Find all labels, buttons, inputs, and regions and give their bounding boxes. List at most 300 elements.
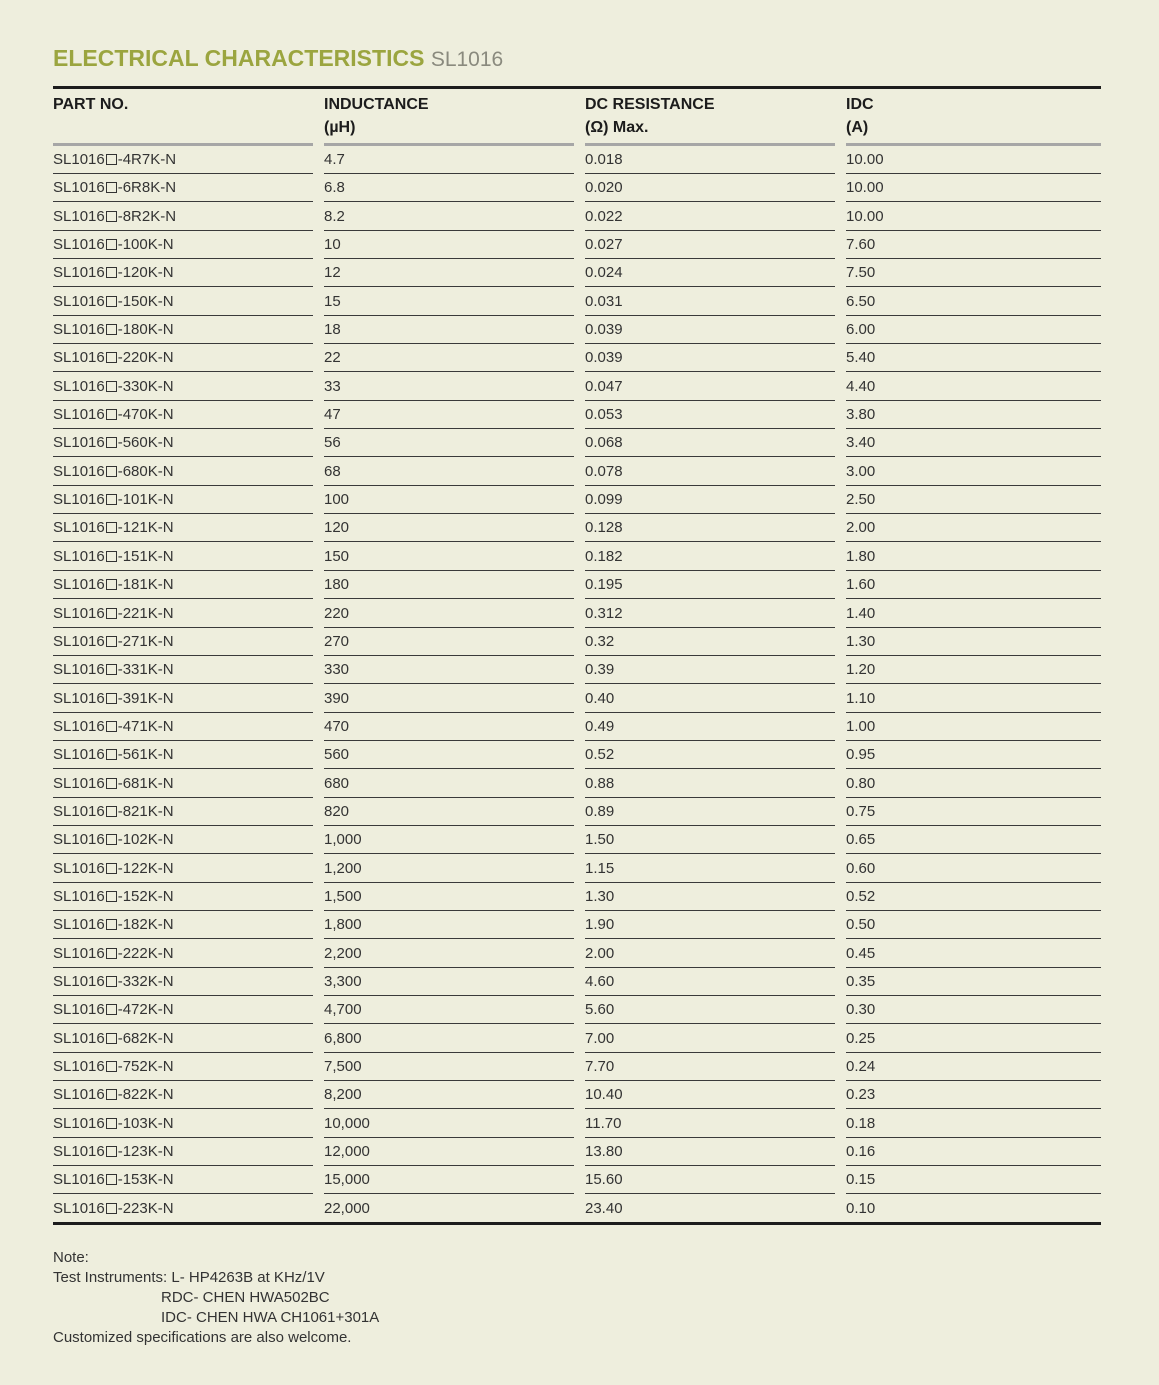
note-test-instruments: Test Instruments: L- HP4263B at KHz/1V [53, 1269, 325, 1286]
placeholder-box-icon [106, 664, 117, 675]
part-suffix: -182K-N [117, 916, 174, 934]
cell-part-no [53, 713, 313, 741]
placeholder-box-icon [106, 182, 117, 193]
cell-part-no [53, 855, 313, 883]
cell-inductance: 330 [324, 656, 574, 684]
cell-idc: 3.80 [846, 401, 1101, 429]
cell-dc-resistance: 1.50 [585, 826, 835, 854]
part-prefix: SL1016 [53, 151, 105, 168]
cell-part-no [53, 911, 313, 939]
part-suffix: -8R2K-N [117, 207, 177, 225]
cell-dc-resistance: 7.70 [585, 1053, 835, 1081]
table-row [53, 174, 1101, 202]
table-row [53, 826, 1101, 854]
table-row [53, 344, 1101, 372]
cell-idc: 10.00 [846, 203, 1101, 231]
cell-part-no [53, 883, 313, 911]
part-suffix: -560K-N [117, 434, 174, 452]
cell-idc: 1.40 [846, 600, 1101, 628]
title-main: ELECTRICAL CHARACTERISTICS [53, 45, 425, 71]
cell-inductance: 2,200 [324, 940, 574, 968]
cell-dc-resistance: 0.40 [585, 685, 835, 713]
cell-dc-resistance: 0.52 [585, 741, 835, 769]
placeholder-box-icon [106, 409, 117, 420]
part-suffix: -470K-N [117, 406, 174, 424]
cell-dc-resistance: 0.068 [585, 429, 835, 457]
cell-dc-resistance: 5.60 [585, 996, 835, 1024]
table-row [53, 458, 1101, 486]
table-row [53, 1053, 1101, 1081]
cell-inductance: 270 [324, 628, 574, 656]
table-row [53, 600, 1101, 628]
cell-idc: 1.20 [846, 656, 1101, 684]
cell-inductance: 10,000 [324, 1110, 574, 1138]
cell-part-no [53, 1195, 313, 1223]
placeholder-box-icon [106, 324, 117, 335]
cell-idc: 3.00 [846, 458, 1101, 486]
part-prefix: SL1016 [53, 604, 105, 622]
part-suffix: -271K-N [117, 632, 174, 650]
part-suffix: -153K-N [117, 1171, 174, 1189]
cell-inductance: 180 [324, 571, 574, 599]
note-custom: Customized specifications are also welcome. [53, 1329, 352, 1346]
table-row [53, 543, 1101, 571]
cell-inductance: 6,800 [324, 1025, 574, 1053]
placeholder-box-icon [106, 693, 117, 704]
cell-dc-resistance: 0.078 [585, 458, 835, 486]
placeholder-box-icon [106, 919, 117, 930]
cell-dc-resistance: 0.195 [585, 571, 835, 599]
cell-dc-resistance: 0.027 [585, 231, 835, 259]
part-prefix: SL1016 [53, 1029, 105, 1047]
part-suffix: -472K-N [117, 1001, 174, 1019]
table-row [53, 373, 1101, 401]
cell-part-no [53, 656, 313, 684]
table-row [53, 146, 1101, 174]
cell-part-no [53, 458, 313, 486]
part-suffix: -821K-N [117, 802, 174, 820]
cell-idc: 3.40 [846, 429, 1101, 457]
cell-idc: 0.80 [846, 770, 1101, 798]
cell-inductance: 4.7 [324, 146, 574, 174]
cell-part-no [53, 316, 313, 344]
cell-idc: 6.00 [846, 316, 1101, 344]
cell-inductance: 1,000 [324, 826, 574, 854]
cell-dc-resistance: 0.88 [585, 770, 835, 798]
cell-idc: 0.16 [846, 1138, 1101, 1166]
part-prefix: SL1016 [53, 292, 105, 310]
part-prefix: SL1016 [53, 944, 105, 962]
table-row [53, 713, 1101, 741]
placeholder-box-icon [106, 381, 117, 392]
cell-inductance: 47 [324, 401, 574, 429]
cell-dc-resistance: 0.020 [585, 174, 835, 202]
placeholder-box-icon [106, 437, 117, 448]
placeholder-box-icon [106, 948, 117, 959]
cell-idc: 0.45 [846, 940, 1101, 968]
cell-inductance: 33 [324, 373, 574, 401]
placeholder-box-icon [106, 352, 117, 363]
cell-inductance: 6.8 [324, 174, 574, 202]
cell-idc: 0.15 [846, 1166, 1101, 1194]
placeholder-box-icon [106, 1203, 117, 1214]
cell-dc-resistance: 1.15 [585, 855, 835, 883]
cell-part-no [53, 741, 313, 769]
part-prefix: SL1016 [53, 236, 105, 254]
cell-dc-resistance: 0.099 [585, 486, 835, 514]
part-prefix: SL1016 [53, 831, 105, 849]
part-prefix: SL1016 [53, 179, 105, 197]
part-prefix: SL1016 [53, 462, 105, 480]
part-prefix: SL1016 [53, 972, 105, 990]
part-prefix: SL1016 [53, 774, 105, 792]
cell-part-no [53, 1053, 313, 1081]
cell-part-no [53, 288, 313, 316]
section-title [53, 44, 503, 74]
part-suffix: -222K-N [117, 944, 174, 962]
title-model: SL1016 [430, 48, 504, 71]
cell-part-no [53, 940, 313, 968]
table-row [53, 1110, 1101, 1138]
cell-part-no [53, 996, 313, 1024]
cell-inductance: 18 [324, 316, 574, 344]
part-prefix: SL1016 [53, 377, 105, 395]
placeholder-box-icon [106, 891, 117, 902]
part-prefix: SL1016 [53, 916, 105, 934]
cell-idc: 4.40 [846, 373, 1101, 401]
cell-inductance: 220 [324, 600, 574, 628]
header-part-no: PART NO. [53, 96, 129, 113]
part-suffix: -150K-N [117, 292, 174, 310]
placeholder-box-icon [106, 154, 117, 165]
cell-inductance: 22 [324, 344, 574, 372]
cell-dc-resistance: 10.40 [585, 1081, 835, 1109]
part-suffix: -221K-N [117, 604, 174, 622]
cell-part-no [53, 1166, 313, 1194]
cell-part-no [53, 1110, 313, 1138]
placeholder-box-icon [106, 1033, 117, 1044]
part-prefix: SL1016 [53, 1199, 105, 1217]
cell-part-no [53, 259, 313, 287]
part-suffix: -120K-N [117, 264, 174, 282]
placeholder-box-icon [106, 608, 117, 619]
header-dc-resistance: DC RESISTANCE (Ω) Max. [585, 96, 715, 136]
part-suffix: -6R8K-N [117, 179, 177, 197]
table-row [53, 628, 1101, 656]
placeholder-box-icon [106, 976, 117, 987]
table-row [53, 1138, 1101, 1166]
placeholder-box-icon [106, 778, 117, 789]
cell-idc: 2.00 [846, 514, 1101, 542]
cell-inductance: 68 [324, 458, 574, 486]
cell-part-no [53, 571, 313, 599]
table-row [53, 429, 1101, 457]
placeholder-box-icon [106, 579, 117, 590]
table-row [53, 231, 1101, 259]
cell-idc: 10.00 [846, 174, 1101, 202]
placeholder-box-icon [106, 1004, 117, 1015]
cell-inductance: 470 [324, 713, 574, 741]
part-prefix: SL1016 [53, 349, 105, 367]
part-prefix: SL1016 [53, 859, 105, 877]
part-suffix: -471K-N [117, 717, 174, 735]
placeholder-box-icon [106, 239, 117, 250]
part-suffix: -330K-N [117, 377, 174, 395]
part-prefix: SL1016 [53, 1001, 105, 1019]
part-prefix: SL1016 [53, 717, 105, 735]
cell-part-no [53, 401, 313, 429]
cell-dc-resistance: 0.018 [585, 146, 835, 174]
placeholder-box-icon [106, 296, 117, 307]
table-row [53, 316, 1101, 344]
part-suffix: -681K-N [117, 774, 174, 792]
cell-dc-resistance: 0.312 [585, 600, 835, 628]
cell-dc-resistance: 1.90 [585, 911, 835, 939]
table-row [53, 401, 1101, 429]
placeholder-box-icon [106, 1061, 117, 1072]
part-prefix: SL1016 [53, 406, 105, 424]
part-suffix: -121K-N [117, 519, 174, 537]
part-prefix: SL1016 [53, 207, 105, 225]
placeholder-box-icon [106, 1174, 117, 1185]
part-prefix: SL1016 [53, 887, 105, 905]
cell-dc-resistance: 7.00 [585, 1025, 835, 1053]
placeholder-box-icon [106, 636, 117, 647]
cell-idc: 0.18 [846, 1110, 1101, 1138]
table-row [53, 741, 1101, 769]
part-suffix: -181K-N [117, 576, 174, 594]
cell-part-no [53, 798, 313, 826]
header-idc: IDC (A) [846, 96, 874, 136]
note-rdc: RDC- CHEN HWA502BC [161, 1289, 330, 1306]
table-row [53, 1166, 1101, 1194]
cell-idc: 2.50 [846, 486, 1101, 514]
part-prefix: SL1016 [53, 547, 105, 565]
cell-inductance: 12,000 [324, 1138, 574, 1166]
cell-inductance: 1,500 [324, 883, 574, 911]
cell-inductance: 100 [324, 486, 574, 514]
cell-idc: 7.60 [846, 231, 1101, 259]
cell-part-no [53, 1138, 313, 1166]
cell-dc-resistance: 0.182 [585, 543, 835, 571]
part-prefix: SL1016 [53, 746, 105, 764]
table-top-rule [53, 86, 1101, 89]
table-row [53, 486, 1101, 514]
table-row [53, 996, 1101, 1024]
table-row [53, 514, 1101, 542]
cell-part-no [53, 174, 313, 202]
cell-idc: 1.30 [846, 628, 1101, 656]
cell-part-no [53, 628, 313, 656]
cell-inductance: 1,800 [324, 911, 574, 939]
table-row [53, 1025, 1101, 1053]
cell-part-no [53, 826, 313, 854]
cell-inductance: 22,000 [324, 1195, 574, 1223]
table-row [53, 968, 1101, 996]
cell-part-no [53, 514, 313, 542]
part-suffix: -391K-N [117, 689, 174, 707]
cell-inductance: 7,500 [324, 1053, 574, 1081]
table-row [53, 1195, 1101, 1223]
cell-dc-resistance: 11.70 [585, 1110, 835, 1138]
table-row [53, 259, 1101, 287]
part-prefix: SL1016 [53, 321, 105, 339]
cell-dc-resistance: 2.00 [585, 940, 835, 968]
cell-idc: 1.60 [846, 571, 1101, 599]
cell-idc: 0.10 [846, 1195, 1101, 1223]
cell-idc: 0.25 [846, 1025, 1101, 1053]
placeholder-box-icon [106, 863, 117, 874]
table-row [53, 770, 1101, 798]
table-row [53, 911, 1101, 939]
cell-part-no [53, 1025, 313, 1053]
cell-idc: 0.52 [846, 883, 1101, 911]
cell-dc-resistance: 4.60 [585, 968, 835, 996]
part-suffix: -561K-N [117, 746, 174, 764]
table-bottom-rule [53, 1222, 1101, 1225]
part-suffix: -100K-N [117, 236, 174, 254]
table-row [53, 288, 1101, 316]
cell-inductance: 1,200 [324, 855, 574, 883]
cell-dc-resistance: 23.40 [585, 1195, 835, 1223]
placeholder-box-icon [106, 211, 117, 222]
part-suffix: -151K-N [117, 547, 174, 565]
cell-inductance: 560 [324, 741, 574, 769]
placeholder-box-icon [106, 494, 117, 505]
cell-idc: 0.75 [846, 798, 1101, 826]
cell-dc-resistance: 0.031 [585, 288, 835, 316]
cell-dc-resistance: 1.30 [585, 883, 835, 911]
cell-dc-resistance: 0.039 [585, 344, 835, 372]
note-label: Note: [53, 1249, 89, 1266]
cell-idc: 1.00 [846, 713, 1101, 741]
cell-idc: 6.50 [846, 288, 1101, 316]
cell-inductance: 390 [324, 685, 574, 713]
cell-part-no [53, 486, 313, 514]
notes [53, 1248, 379, 1348]
part-prefix: SL1016 [53, 1114, 105, 1132]
cell-idc: 0.23 [846, 1081, 1101, 1109]
part-prefix: SL1016 [53, 632, 105, 650]
table-row [53, 685, 1101, 713]
table-row [53, 1081, 1101, 1109]
placeholder-box-icon [106, 834, 117, 845]
cell-idc: 0.50 [846, 911, 1101, 939]
cell-idc: 5.40 [846, 344, 1101, 372]
placeholder-box-icon [106, 551, 117, 562]
part-prefix: SL1016 [53, 1171, 105, 1189]
placeholder-box-icon [106, 466, 117, 477]
part-suffix: -122K-N [117, 859, 174, 877]
cell-dc-resistance: 0.024 [585, 259, 835, 287]
part-prefix: SL1016 [53, 1058, 105, 1075]
part-suffix: -123K-N [117, 1143, 174, 1161]
cell-part-no [53, 373, 313, 401]
cell-inductance: 15 [324, 288, 574, 316]
part-suffix: -332K-N [117, 972, 174, 990]
cell-dc-resistance: 0.32 [585, 628, 835, 656]
cell-inductance: 3,300 [324, 968, 574, 996]
table-row [53, 656, 1101, 684]
cell-dc-resistance: 0.49 [585, 713, 835, 741]
table-row [53, 855, 1101, 883]
part-suffix: -822K-N [117, 1086, 174, 1104]
placeholder-box-icon [106, 806, 117, 817]
cell-inductance: 56 [324, 429, 574, 457]
cell-inductance: 12 [324, 259, 574, 287]
cell-part-no [53, 231, 313, 259]
part-suffix: -220K-N [117, 349, 174, 367]
cell-dc-resistance: 0.39 [585, 656, 835, 684]
part-suffix: -752K-N [117, 1058, 174, 1075]
part-suffix: -223K-N [117, 1199, 174, 1217]
part-prefix: SL1016 [53, 689, 105, 707]
placeholder-box-icon [106, 749, 117, 760]
cell-part-no [53, 770, 313, 798]
placeholder-box-icon [106, 1089, 117, 1100]
note-idc: IDC- CHEN HWA CH1061+301A [161, 1309, 380, 1326]
part-prefix: SL1016 [53, 661, 105, 679]
cell-dc-resistance: 15.60 [585, 1166, 835, 1194]
part-suffix: -101K-N [117, 491, 174, 509]
placeholder-box-icon [106, 1146, 117, 1157]
cell-idc: 0.60 [846, 855, 1101, 883]
cell-part-no [53, 600, 313, 628]
cell-dc-resistance: 13.80 [585, 1138, 835, 1166]
part-suffix: -103K-N [117, 1114, 174, 1132]
cell-idc: 7.50 [846, 259, 1101, 287]
data-table-body [53, 146, 1101, 1223]
cell-part-no [53, 146, 313, 174]
cell-part-no [53, 429, 313, 457]
table-row [53, 203, 1101, 231]
part-prefix: SL1016 [53, 576, 105, 594]
part-prefix: SL1016 [53, 802, 105, 820]
cell-idc: 0.65 [846, 826, 1101, 854]
cell-part-no [53, 203, 313, 231]
part-suffix: -152K-N [117, 887, 174, 905]
table-row [53, 798, 1101, 826]
part-prefix: SL1016 [53, 1143, 105, 1161]
cell-inductance: 120 [324, 514, 574, 542]
cell-inductance: 4,700 [324, 996, 574, 1024]
cell-idc: 0.35 [846, 968, 1101, 996]
cell-idc: 10.00 [846, 146, 1101, 174]
part-prefix: SL1016 [53, 264, 105, 282]
cell-idc: 1.10 [846, 685, 1101, 713]
cell-part-no [53, 543, 313, 571]
part-suffix: -180K-N [117, 321, 174, 339]
part-suffix: -680K-N [117, 462, 174, 480]
table-row [53, 883, 1101, 911]
placeholder-box-icon [106, 522, 117, 533]
cell-dc-resistance: 0.039 [585, 316, 835, 344]
part-suffix: -4R7K-N [117, 151, 177, 168]
cell-part-no [53, 968, 313, 996]
placeholder-box-icon [106, 721, 117, 732]
cell-inductance: 8,200 [324, 1081, 574, 1109]
cell-dc-resistance: 0.047 [585, 373, 835, 401]
placeholder-box-icon [106, 267, 117, 278]
part-prefix: SL1016 [53, 1086, 105, 1104]
cell-dc-resistance: 0.128 [585, 514, 835, 542]
cell-inductance: 680 [324, 770, 574, 798]
part-prefix: SL1016 [53, 519, 105, 537]
cell-idc: 1.80 [846, 543, 1101, 571]
table-row [53, 571, 1101, 599]
cell-part-no [53, 1081, 313, 1109]
cell-part-no [53, 344, 313, 372]
